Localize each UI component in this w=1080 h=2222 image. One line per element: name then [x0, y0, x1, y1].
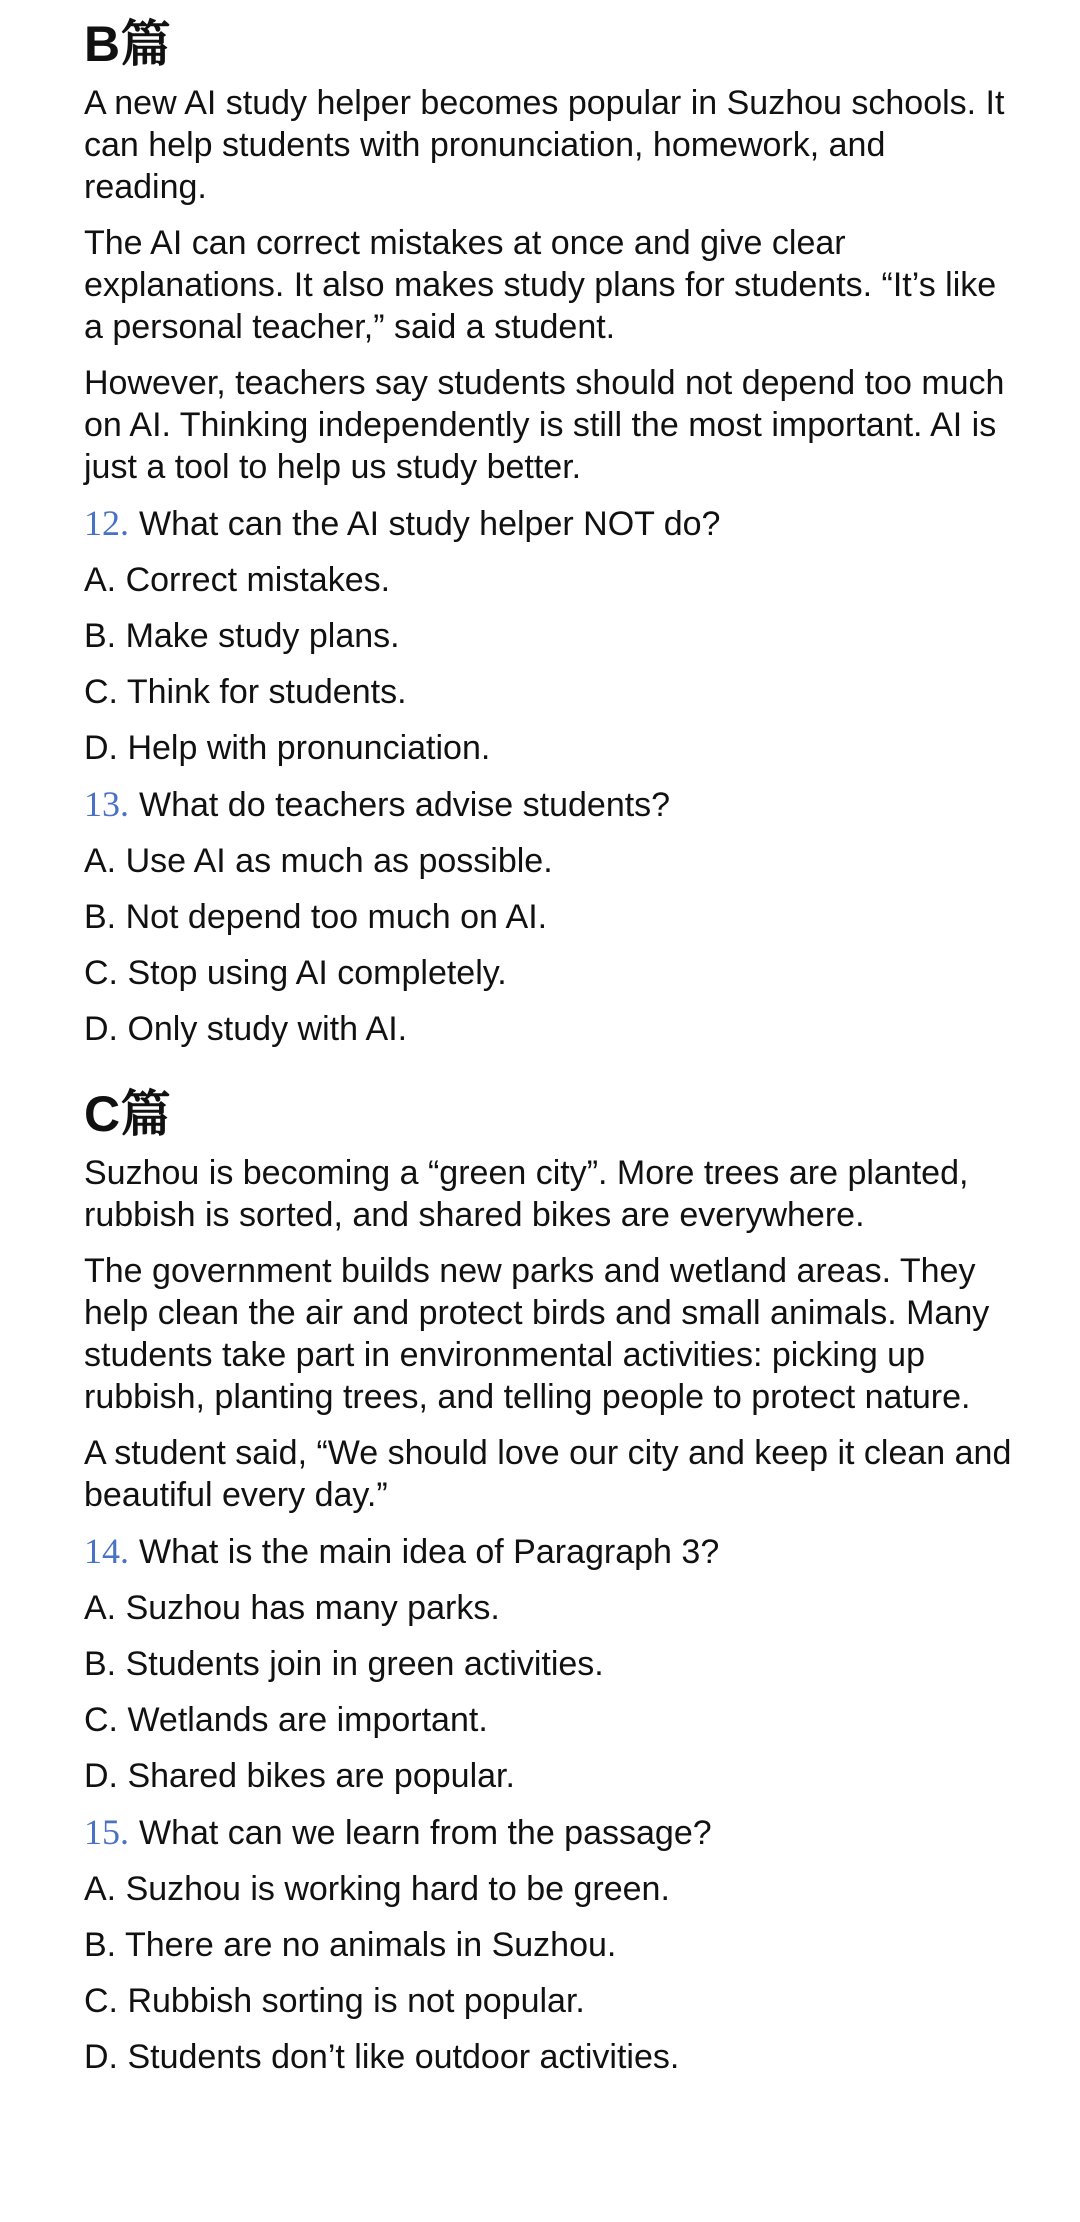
answer-option-b[interactable]: B. Students join in green activities.	[84, 1645, 604, 1683]
question-stem	[84, 502, 1014, 545]
question-text: What is the main idea of Paragraph 3?	[139, 1533, 720, 1571]
question-text: What do teachers advise students?	[139, 786, 671, 824]
answer-option-a[interactable]: A. Correct mistakes.	[84, 561, 391, 599]
question-number: 13.	[84, 784, 129, 824]
passage-paragraph: However, teachers say students should not depend too much on AI. Thinking independently is still the most important. AI is just a tool to help us study better.	[84, 364, 1005, 486]
passage-paragraph: A new AI study helper becomes popular in Suzhou schools. It can help students with pronunciation, homework, and reading.	[84, 84, 1005, 206]
answer-option-a[interactable]: A. Use AI as much as possible.	[84, 842, 553, 880]
section-c	[84, 1084, 1014, 2078]
section-title: C篇	[84, 1086, 172, 1142]
answer-option-c[interactable]: C. Think for students.	[84, 673, 407, 711]
passage-paragraph: The government builds new parks and wetland areas. They help clean the air and protect birds and small animals. Many students take part in environmental activities: picking up rubbish, planting trees, and telling people to protect nature.	[84, 1252, 990, 1416]
answer-option-b[interactable]: B. Make study plans.	[84, 617, 400, 655]
question-stem	[84, 1530, 1014, 1573]
answer-option-a[interactable]: A. Suzhou is working hard to be green.	[84, 1870, 670, 1908]
passage-paragraph: A student said, “We should love our city and keep it clean and beautiful every day.”	[84, 1434, 1012, 1514]
answer-option-d[interactable]: D. Help with pronunciation.	[84, 729, 491, 767]
question-15	[84, 1811, 1014, 2078]
section-title: B篇	[84, 16, 172, 72]
answer-option-b[interactable]: B. Not depend too much on AI.	[84, 898, 548, 936]
answer-option-c[interactable]: C. Wetlands are important.	[84, 1701, 488, 1739]
answer-option-c[interactable]: C. Stop using AI completely.	[84, 954, 507, 992]
question-stem	[84, 1811, 1014, 1854]
question-number: 12.	[84, 503, 129, 543]
question-number: 14.	[84, 1531, 129, 1571]
answer-option-b[interactable]: B. There are no animals in Suzhou.	[84, 1926, 617, 1964]
answer-option-c[interactable]: C. Rubbish sorting is not popular.	[84, 1982, 585, 2020]
question-text: What can the AI study helper NOT do?	[139, 505, 721, 543]
question-14	[84, 1530, 1014, 1797]
question-stem	[84, 783, 1014, 826]
question-13	[84, 783, 1014, 1050]
answer-option-d[interactable]: D. Only study with AI.	[84, 1010, 408, 1048]
question-number: 15.	[84, 1812, 129, 1852]
question-text: What can we learn from the passage?	[139, 1814, 712, 1852]
document-page	[84, 0, 1014, 2092]
answer-option-d[interactable]: D. Shared bikes are popular.	[84, 1757, 515, 1795]
passage-paragraph: The AI can correct mistakes at once and give clear explanations. It also makes study plans for students. “It’s like a personal teacher,” said a student.	[84, 224, 997, 346]
passage-paragraph: Suzhou is becoming a “green city”. More trees are planted, rubbish is sorted, and shared bikes are everywhere.	[84, 1154, 969, 1234]
answer-option-d[interactable]: D. Students don’t like outdoor activities.	[84, 2038, 680, 2076]
section-b	[84, 14, 1014, 1050]
question-12	[84, 502, 1014, 769]
answer-option-a[interactable]: A. Suzhou has many parks.	[84, 1589, 500, 1627]
